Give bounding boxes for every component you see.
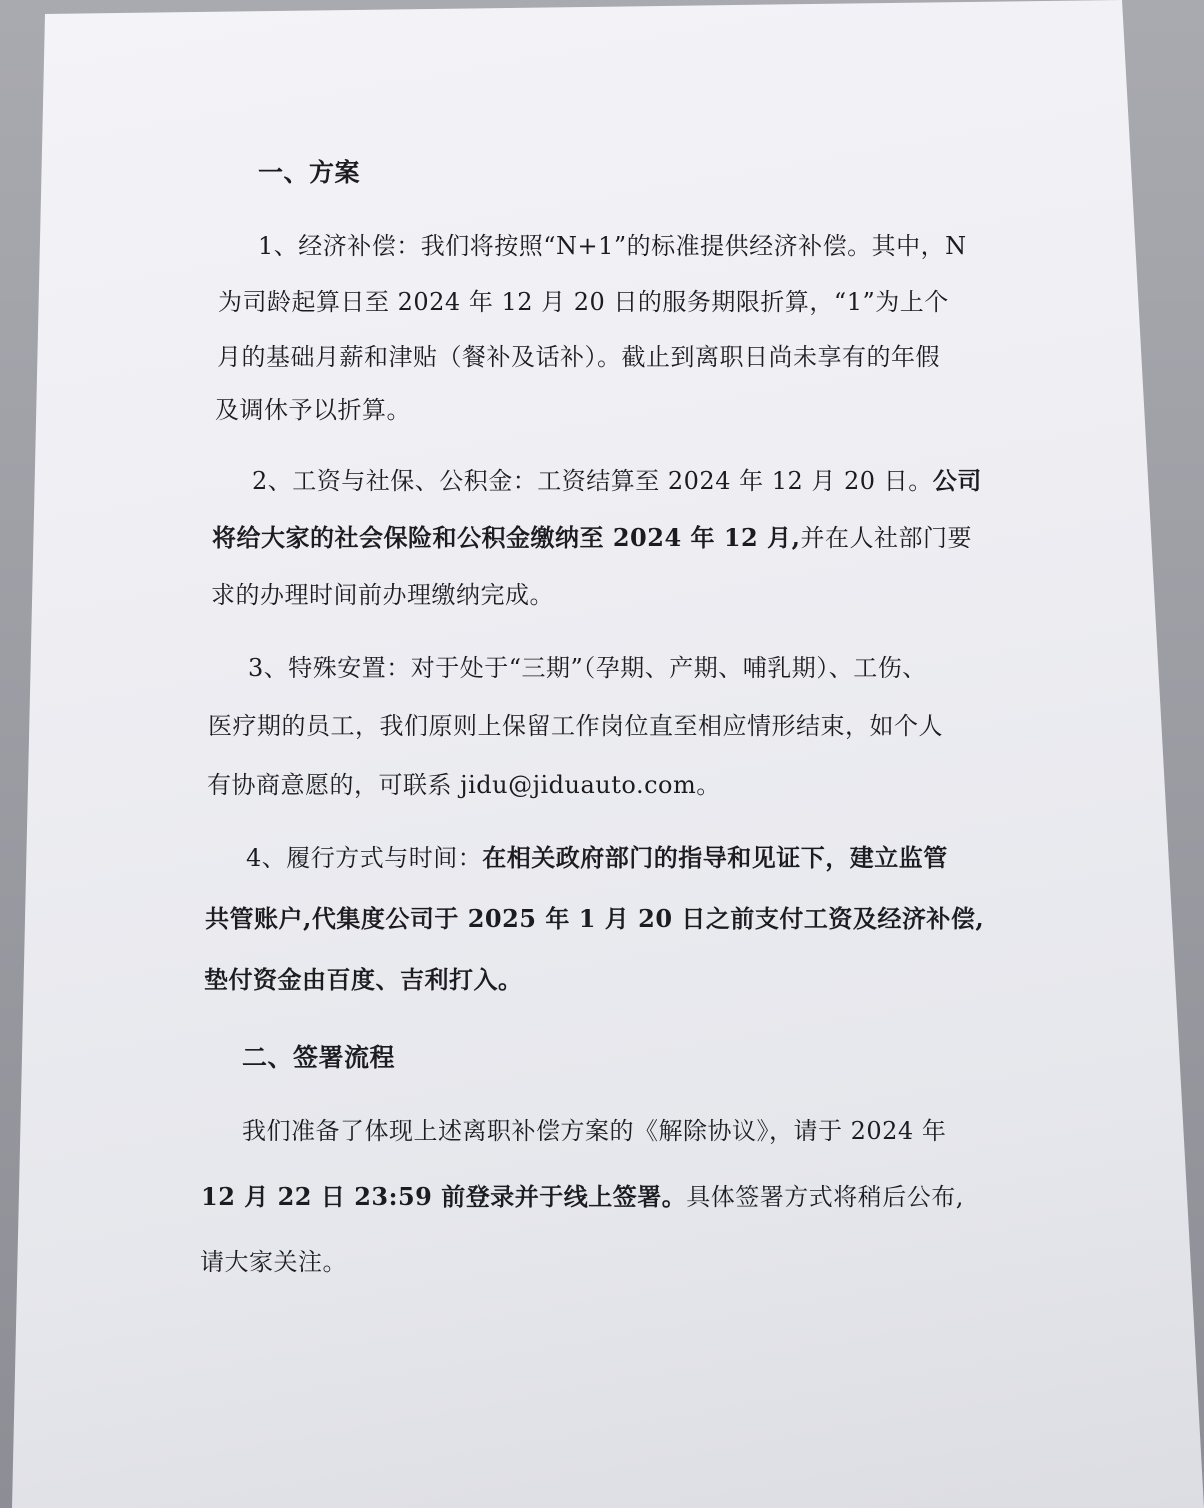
signing-line1: 我们准备了体现上述离职补偿方案的《解除协议》，请于 2024 年 (242, 1117, 947, 1145)
item1-line1: 1、经济补偿：我们将按照“N+1”的标准提供经济补偿。其中，N (258, 232, 967, 260)
item2-line1-regular: 2、工资与社保、公积金：工资结算至 2024 年 12 月 20 日。 (252, 467, 933, 495)
section-heading-plan: 一、方案 (258, 158, 361, 187)
item1-line4: 及调休予以折算。 (215, 396, 411, 424)
signing-line2 (201, 1182, 964, 1212)
item1-line3: 月的基础月薪和津贴（餐补及话补）。截止到离职日尚未享有的年假 (217, 343, 940, 371)
section-heading-signing: 二、签署流程 (242, 1043, 396, 1072)
item2-line1 (252, 466, 982, 496)
signing-line3: 请大家关注。 (200, 1248, 347, 1276)
item2-line1-bold: 公司 (932, 466, 982, 495)
item2-line2-bold: 将给大家的社会保险和公积金缴纳至 2024 年 12 月, (212, 523, 801, 552)
item2-line2-regular: 并在人社部门要 (800, 524, 972, 552)
item4-line1-bold: 在相关政府部门的指导和见证下，建立监管 (482, 843, 948, 872)
item4-line3: 垫付资金由百度、吉利打入。 (204, 965, 523, 994)
signing-line2-regular: 具体签署方式将稍后公布, (686, 1183, 964, 1211)
item3-line3: 有协商意愿的，可联系 jidu@jiduauto.com。 (207, 771, 721, 799)
item4-line1 (246, 843, 948, 873)
item3-line1: 3、特殊安置：对于处于“三期”（孕期、产期、哺乳期）、工伤、 (248, 654, 927, 682)
item4-line2: 共管账户,代集度公司于 2025 年 1 月 20 日之前支付工资及经济补偿, (205, 904, 985, 933)
item4-line1-regular: 4、履行方式与时间： (246, 844, 483, 872)
item3-line2: 医疗期的员工，我们原则上保留工作岗位直至相应情形结束，如个人 (208, 712, 943, 740)
item2-line2 (212, 523, 972, 553)
signing-line2-bold: 12 月 22 日 23:59 前登录并于线上签署。 (201, 1182, 687, 1211)
item1-line2: 为司龄起算日至 2024 年 12 月 20 日的服务期限折算，“1”为上个 (218, 288, 949, 316)
item2-line3: 求的办理时间前办理缴纳完成。 (211, 581, 554, 609)
